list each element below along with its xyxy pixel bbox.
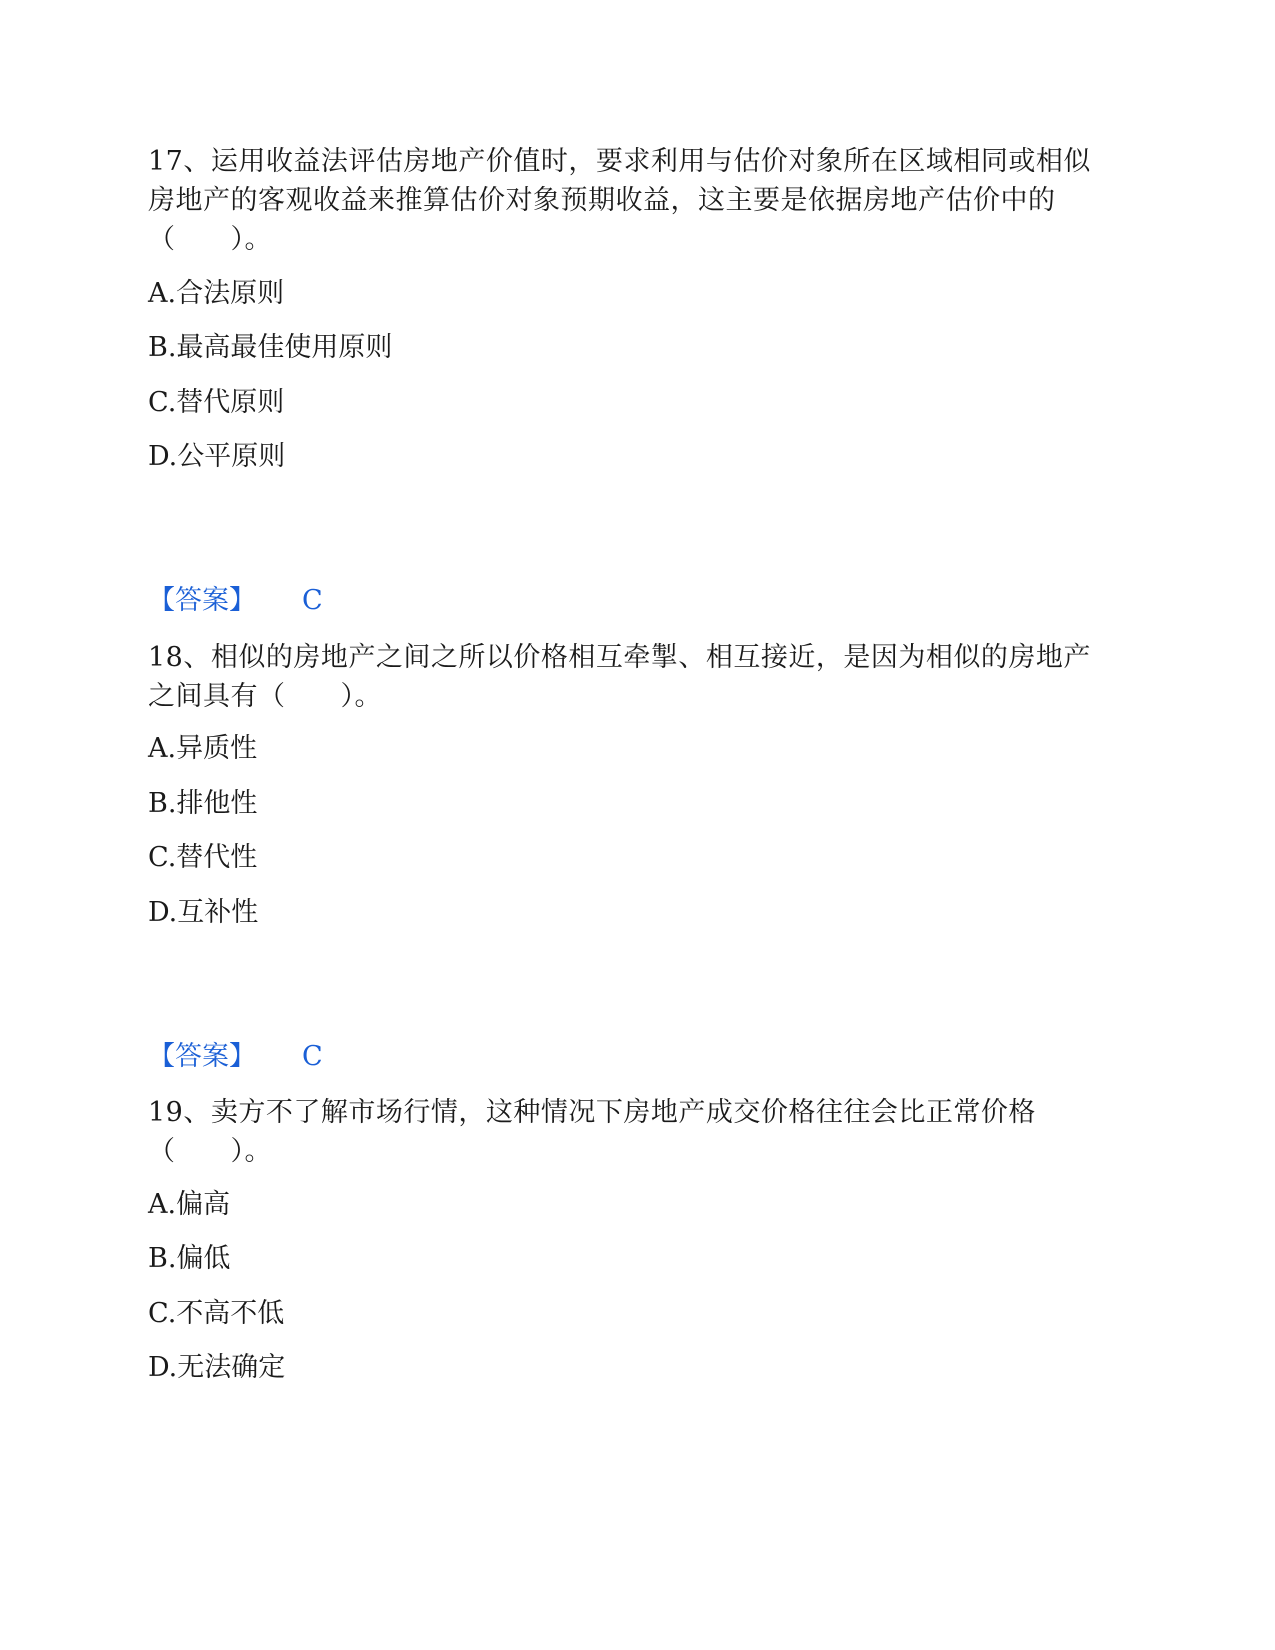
option-text: 偏高	[176, 1189, 231, 1220]
question-17-option-a	[148, 278, 284, 310]
option-letter: B.	[148, 1243, 177, 1274]
option-letter: B.	[148, 788, 177, 819]
answer-label: 【答案】	[148, 1041, 256, 1072]
option-text: 不高不低	[176, 1298, 285, 1329]
question-19-option-b	[148, 1243, 230, 1275]
question-17-option-c	[148, 387, 284, 419]
option-text: 公平原则	[177, 441, 286, 472]
option-letter: B.	[148, 332, 177, 363]
option-letter: C.	[148, 387, 177, 418]
question-18-answer	[148, 1041, 323, 1073]
option-letter: A.	[148, 1189, 177, 1220]
question-19-option-a	[148, 1189, 230, 1221]
question-17-option-b	[148, 332, 392, 364]
option-text: 合法原则	[176, 278, 285, 309]
option-text: 排他性	[176, 788, 258, 819]
option-text: 替代性	[176, 842, 258, 873]
option-letter: A.	[148, 278, 177, 309]
question-17-option-d	[148, 441, 285, 473]
question-19-option-c	[148, 1298, 284, 1330]
question-18-option-c	[148, 842, 257, 874]
option-text: 无法确定	[177, 1352, 286, 1383]
question-17-text: 17、运用收益法评估房地产价值时，要求利用与估价对象所在区域相同或相似房地产的客观收益来推算估价对象预期收益，这主要是依据房地产估价中的（ ）。	[148, 146, 1091, 255]
question-18-text: 18、相似的房地产之间之所以价格相互牵掣、相互接近，是因为相似的房地产之间具有（ ）。	[148, 642, 1091, 712]
option-letter: A.	[148, 733, 177, 764]
option-text: 偏低	[176, 1243, 231, 1274]
option-text: 异质性	[176, 733, 258, 764]
question-18-option-d	[148, 897, 258, 929]
answer-value: C	[302, 585, 323, 616]
option-text: 替代原则	[176, 387, 285, 418]
option-text: 互补性	[177, 897, 259, 928]
answer-label: 【答案】	[148, 585, 256, 616]
option-text: 最高最佳使用原则	[176, 332, 393, 363]
question-19-text: 19、卖方不了解市场行情，这种情况下房地产成交价格往往会比正常价格（ ）。	[148, 1097, 1036, 1167]
question-18-option-a	[148, 733, 257, 765]
option-letter: C.	[148, 842, 177, 873]
answer-value: C	[302, 1041, 323, 1072]
question-17-answer	[148, 585, 323, 617]
question-18-option-b	[148, 788, 257, 820]
option-letter: C.	[148, 1298, 177, 1329]
question-19-option-d	[148, 1352, 285, 1384]
option-letter: D.	[148, 897, 178, 928]
option-letter: D.	[148, 441, 178, 472]
option-letter: D.	[148, 1352, 178, 1383]
